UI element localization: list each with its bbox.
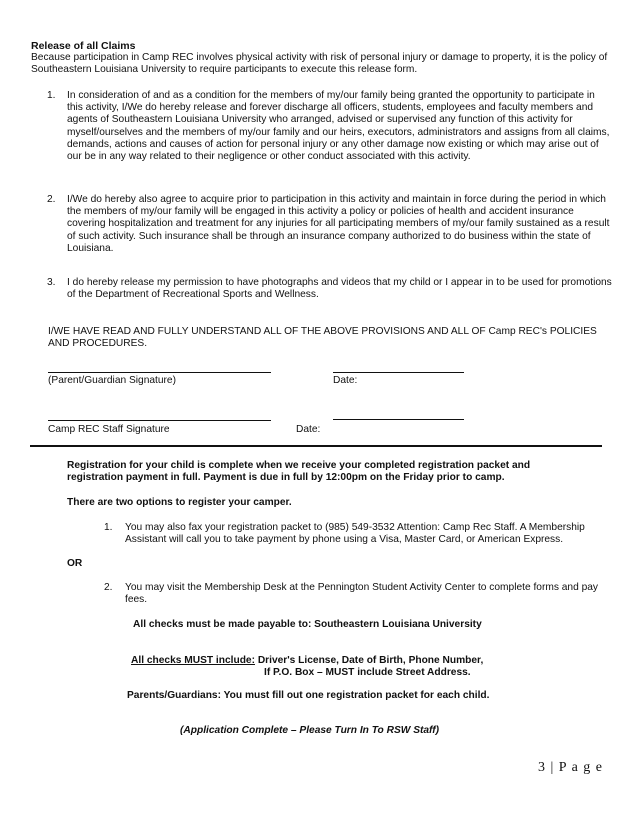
item-number: 2. — [47, 194, 56, 205]
release-item-text: I do hereby release my permission to have photographs and videos that my child or I appear in to be used for promotions of the Department of Recreational Sports and Wellness. — [67, 277, 612, 301]
staff-date-label: Date: — [296, 424, 321, 435]
parents-note: Parents/Guardians: You must fill out one registration packet for each child. — [127, 690, 490, 701]
checks-must-line2: If P.O. Box – MUST include Street Address. — [264, 667, 471, 678]
staff-signature-label: Camp REC Staff Signature — [48, 424, 170, 435]
parent-signature-label: (Parent/Guardian Signature) — [48, 375, 176, 386]
options-heading: There are two options to register your camper. — [67, 497, 292, 508]
or-label: OR — [67, 558, 83, 569]
parent-signature-line[interactable] — [48, 372, 271, 373]
release-item-text: In consideration of and as a condition for the members of my/our family being granted the opportunity to participate in this activity, I/We do hereby release and forever discharge all officers, students, employees and faculty members and agents of Southeastern Louisiana University who arranged, advised or supervised any function of this activity for myself/ourselves and the members of my/our family and our heirs, executors, administrators and assigns from all claims, demands, actions and causes of action for personal injury or any other damage now existing or which may arise out of our be in any way related to their negligence or other conduct associated with this activity. — [67, 90, 610, 163]
acknowledgement-statement: I/WE HAVE READ AND FULLY UNDERSTAND ALL OF THE ABOVE PROVISIONS AND ALL OF Camp REC's POLICIES AND PROCEDURES. — [48, 326, 597, 350]
release-item-text: I/We do hereby also agree to acquire prior to participation in this activity and maintain in force during the period in which the members of my/our family will be engaged in this activity a policy or policies of health and accident insurance covering hospitalization and treatment for any injuries for all participating members of my/our family sustained as a result of such activity. Such insurance shall be through an insurance company authorized to do business within the state of Louisiana. — [67, 194, 610, 254]
option-number: 2. — [104, 582, 113, 593]
release-intro: Because participation in Camp REC involves physical activity with risk of personal injury or damage to property, it is the policy of Southeastern Louisiana University to require participants to execute this release form. — [31, 52, 608, 76]
parent-date-line[interactable] — [333, 372, 464, 373]
option-visit-text: You may visit the Membership Desk at the Pennington Student Activity Center to complete forms and pay fees. — [125, 582, 599, 606]
checks-must-line1: Driver's License, Date of Birth, Phone Number, — [254, 655, 484, 666]
page-number: 3 | P a g e — [538, 760, 603, 775]
release-heading: Release of all Claims — [31, 40, 136, 52]
checks-payable-note: All checks must be made payable to: Southeastern Louisiana University — [133, 619, 482, 630]
option-fax-text: You may also fax your registration packet to (985) 549-3532 Attention: Camp Rec Staff. A Membership Assistant will call you to take payment by phone using a Visa, Master Card, or American Express. — [125, 522, 585, 546]
staff-signature-line[interactable] — [48, 420, 271, 421]
parent-date-label: Date: — [333, 375, 358, 386]
option-number: 1. — [104, 522, 113, 533]
checks-must-include — [131, 655, 483, 667]
checks-must-label: All checks MUST include: — [131, 655, 255, 666]
staff-date-line[interactable] — [333, 419, 464, 420]
application-complete-note: (Application Complete – Please Turn In To RSW Staff) — [180, 725, 440, 736]
registration-notice: Registration for your child is complete when we receive your completed registration packet and registration payment in full. Payment is due in full by 12:00pm on the Friday prior to camp. — [67, 460, 531, 484]
item-number: 3. — [47, 277, 56, 288]
item-number: 1. — [47, 90, 56, 101]
section-divider — [30, 445, 602, 447]
